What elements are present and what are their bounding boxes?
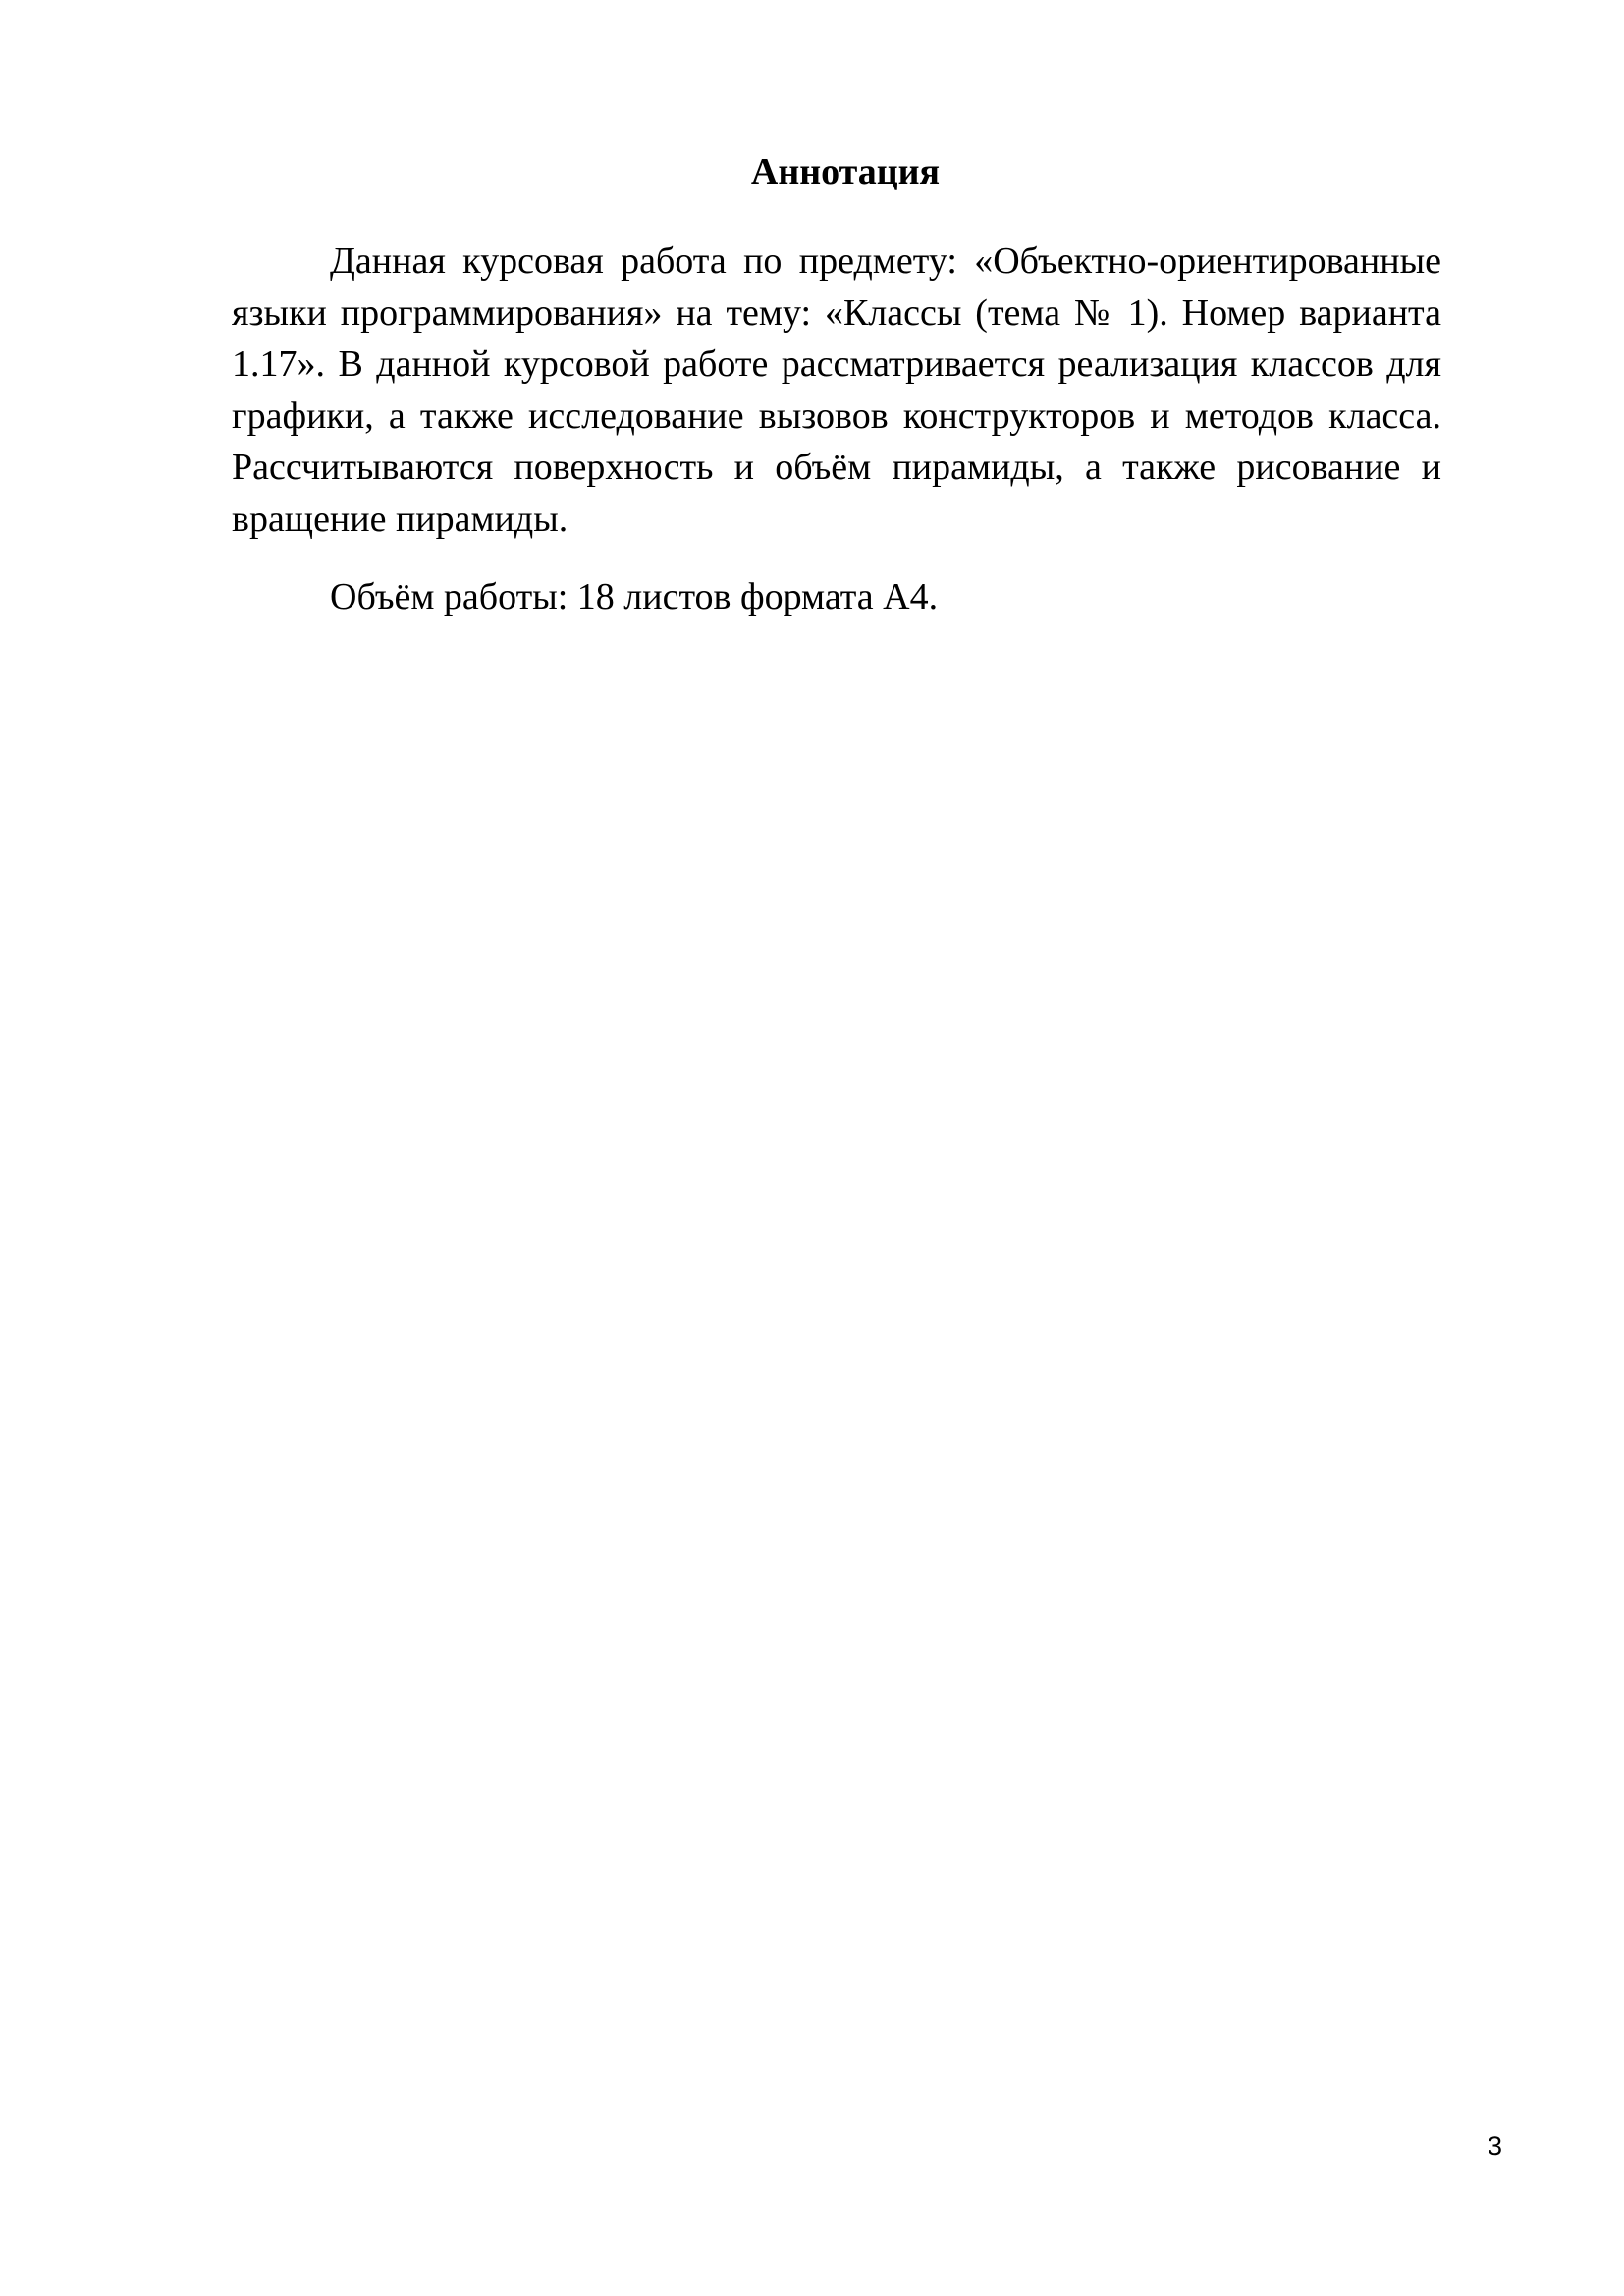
page-number: 3: [1488, 2131, 1503, 2161]
work-volume-paragraph: Объём работы: 18 листов формата А4.: [330, 576, 939, 617]
annotation-paragraph: Данная курсовая работа по предмету: «Объектно-ориентированные языки программирования» на тему: «Классы (тема № 1). Номер варианта 1.17». В данной курсовой работе рассматривается реализация классов для графики, а также исследование вызовов конструкторов и методов класса. Рассчитываются поверхность и объём пирамиды, а также рисование и вращение пирамиды.: [232, 240, 1441, 540]
page-content: [232, 147, 1441, 623]
annotation-heading: Аннотация: [750, 151, 941, 192]
